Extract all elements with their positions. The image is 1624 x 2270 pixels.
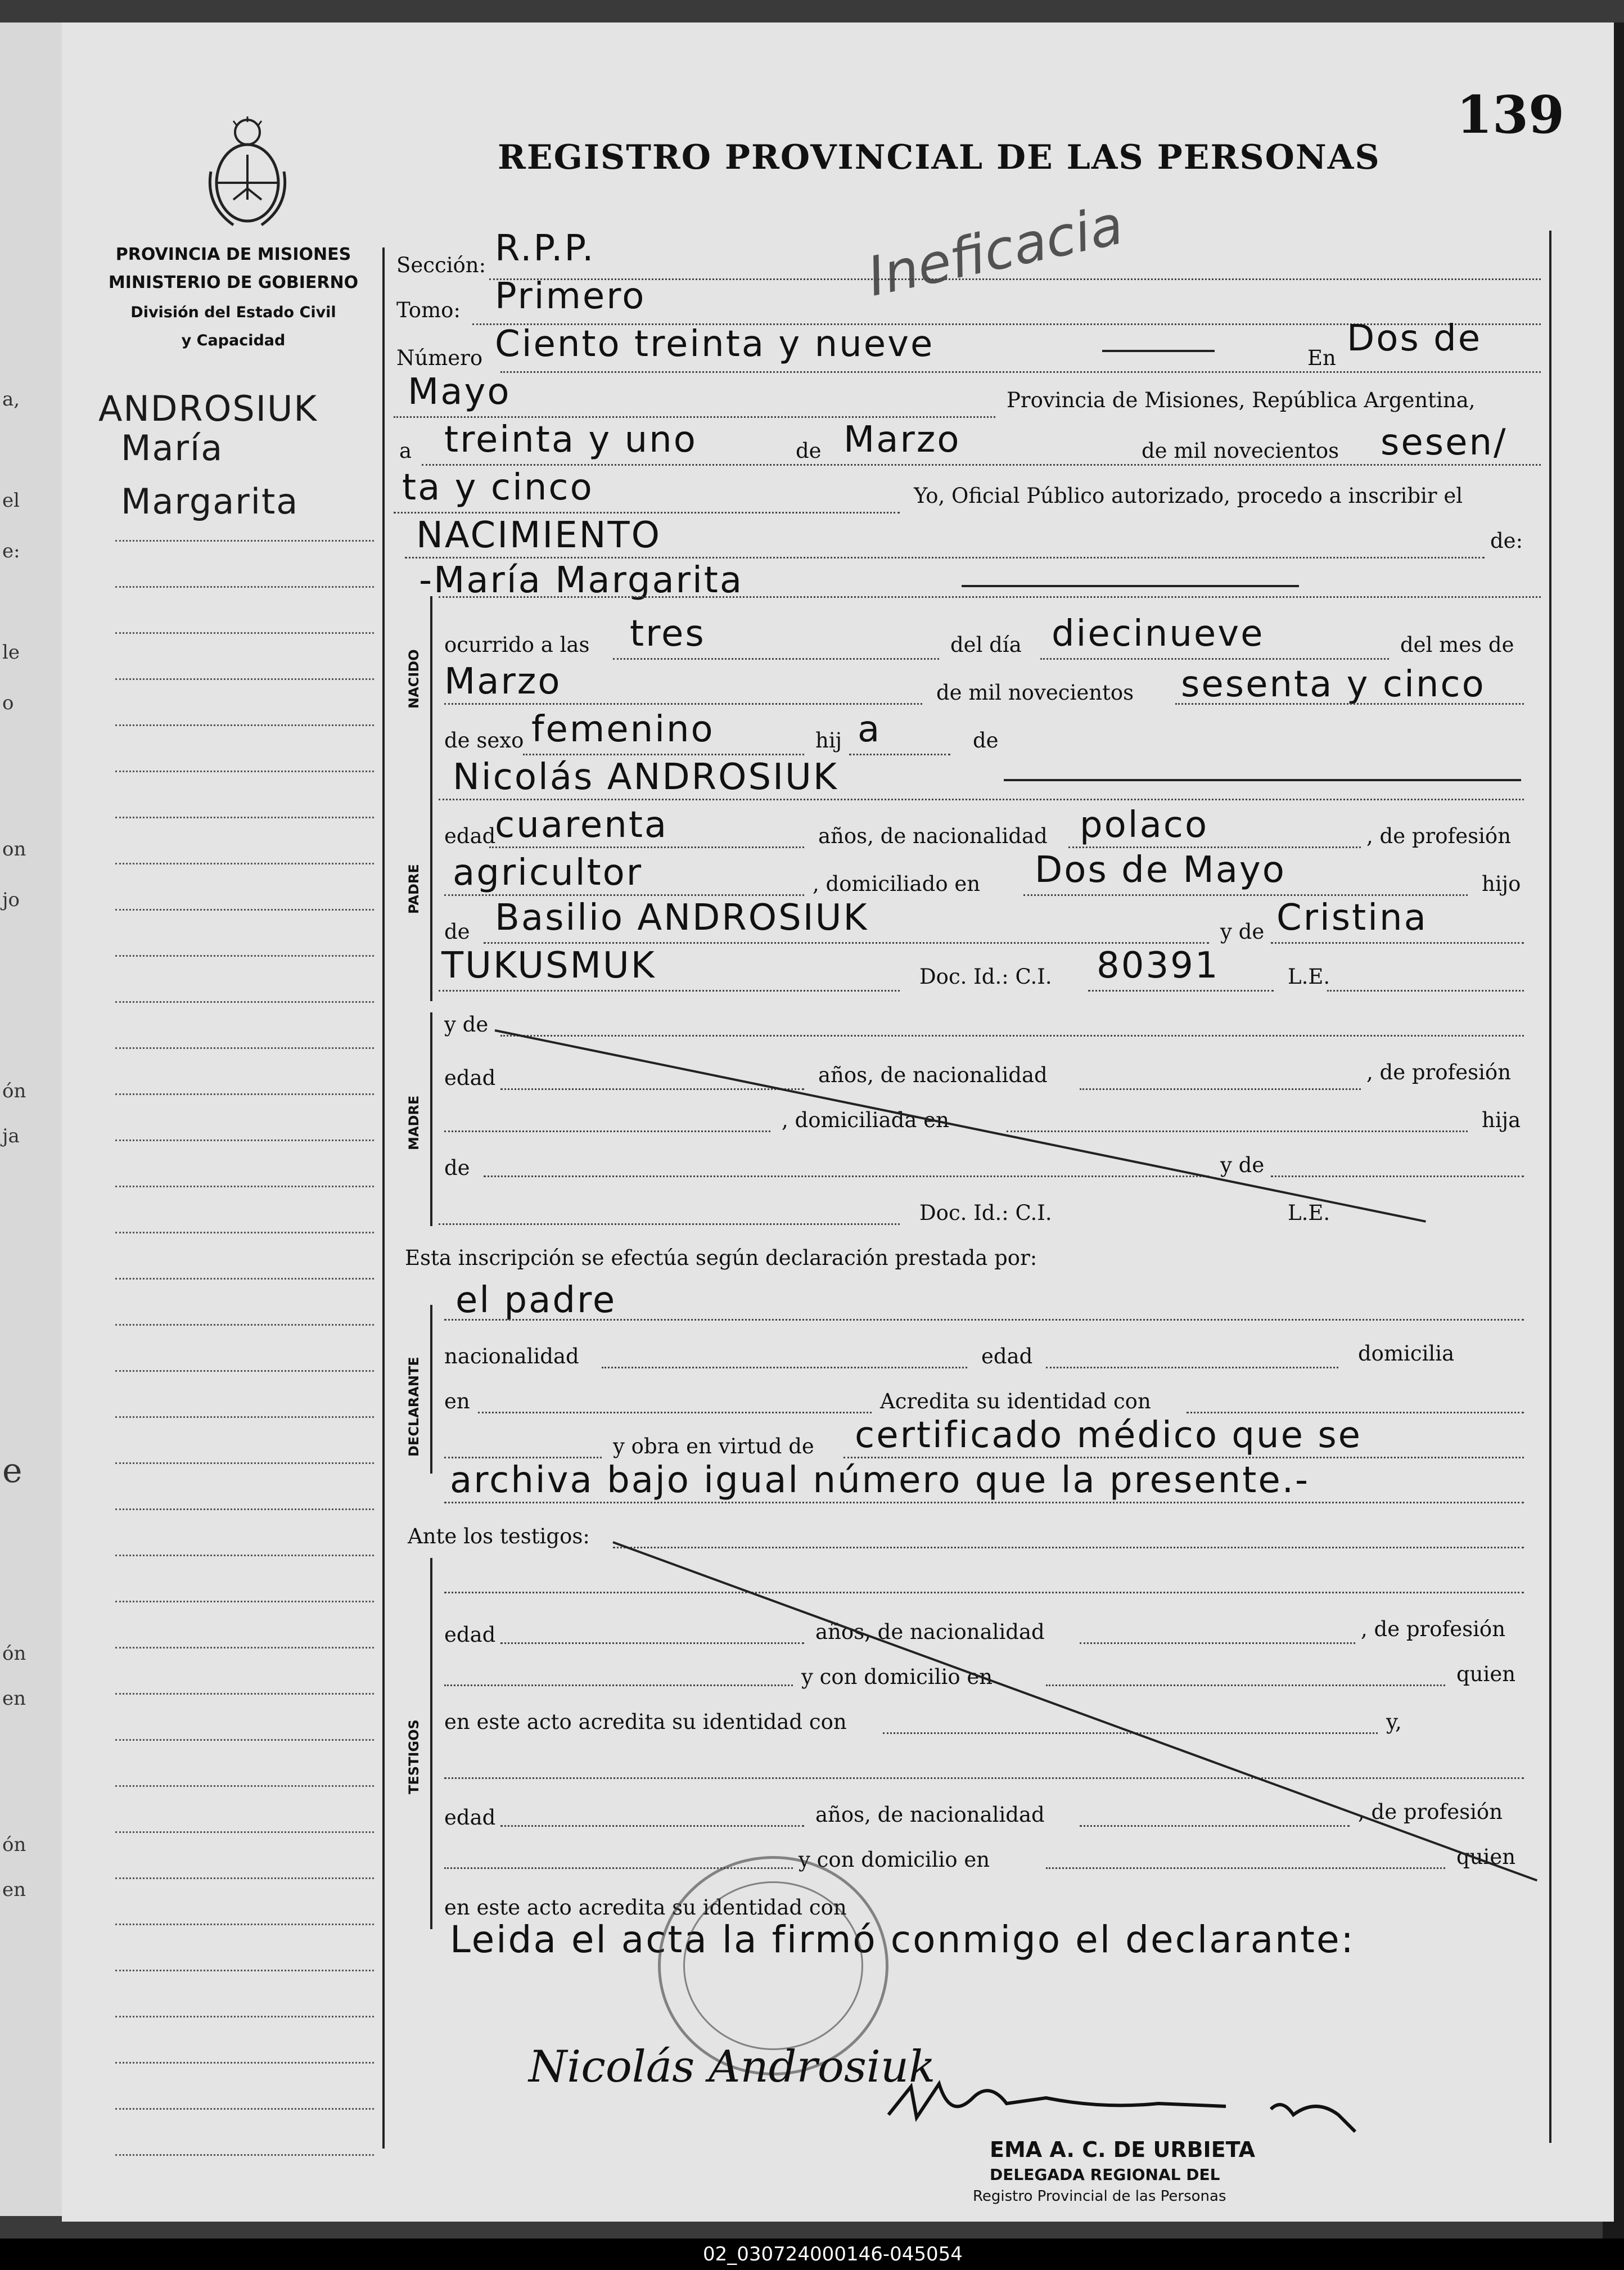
left-fragment: jo [2, 889, 20, 911]
label-le-madre: L.E. [1288, 1201, 1330, 1225]
margin-line [115, 1970, 374, 1971]
label-de-colon: de: [1490, 529, 1523, 553]
line [444, 894, 804, 896]
margin-line [115, 2154, 374, 2156]
margin-line [115, 1647, 374, 1649]
margin-line [115, 1093, 374, 1095]
margin-line [115, 1047, 374, 1049]
official-role-2: Registro Provincial de las Personas [973, 2188, 1226, 2205]
margin-line [115, 1370, 374, 1372]
line [1271, 1175, 1524, 1177]
margin-line [115, 909, 374, 911]
line [444, 1319, 1524, 1321]
margin-line [115, 1601, 374, 1602]
line [500, 1642, 804, 1644]
label-quien-t2: quien [1456, 1845, 1516, 1869]
field-mes-nac: Marzo [444, 661, 562, 702]
line [1007, 1131, 1468, 1132]
label-nacionalidad: nacionalidad [444, 1344, 579, 1368]
line [500, 371, 1541, 373]
label-oficial: Yo, Oficial Público autorizado, procedo a inscribir el [914, 484, 1463, 508]
header-capacity: y Capacidad [181, 332, 286, 349]
form-right-border [1549, 231, 1551, 2143]
margin-line [115, 540, 374, 542]
label-seccion: Sección: [396, 253, 486, 277]
line [1088, 990, 1274, 992]
line [444, 1592, 1524, 1593]
line [444, 703, 922, 705]
margin-line [115, 1232, 374, 1233]
header-division: División del Estado Civil [130, 304, 336, 321]
fill-stroke [1004, 779, 1521, 781]
field-abuela-2: TUKUSMUK [441, 945, 656, 987]
left-fragment: en [2, 1879, 26, 1901]
label-de-hij: de [973, 728, 999, 753]
label-edad-t1: edad [444, 1623, 496, 1647]
header-province: PROVINCIA DE MISIONES [115, 245, 351, 264]
handwritten-stamp: Ineficacia [862, 193, 1129, 309]
label-con-dom-t1: y con domicilio en [801, 1665, 993, 1689]
official-signature [877, 2064, 1383, 2137]
label-edad: edad [444, 824, 496, 848]
margin-line [115, 863, 374, 864]
line [1080, 1825, 1350, 1827]
label-domiciliada: , domiciliada en [782, 1108, 949, 1132]
margin-line [115, 2108, 374, 2110]
padre-bar [430, 771, 432, 1001]
page-number: 139 [1456, 84, 1565, 145]
label-hij: hij [815, 728, 842, 753]
label-de-profesion: , de profesión [1366, 824, 1512, 848]
form-left-border [382, 247, 385, 2149]
label-acredita: Acredita su identidad con [880, 1389, 1151, 1413]
coat-of-arms-icon [200, 115, 295, 233]
label-de-madre: de [444, 1156, 470, 1180]
field-dom-padre: Dos de Mayo [1035, 849, 1286, 891]
label-en: En [1307, 346, 1336, 370]
field-hij-suffix: a [858, 709, 882, 750]
field-dia-nac: diecinueve [1052, 613, 1265, 655]
label-del-dia: del día [950, 633, 1022, 657]
label-hijo: hijo [1482, 872, 1521, 896]
label-de-abuelo: de [444, 920, 470, 944]
label-obra: y obra en virtud de [613, 1434, 814, 1458]
declarant-signature [529, 2042, 935, 2092]
label-doc-id: Doc. Id.: C.I. [919, 965, 1052, 989]
label-prof-t2: , de profesión [1358, 1800, 1503, 1824]
margin-surname: ANDROSIUK [98, 388, 318, 429]
margin-line [115, 1462, 374, 1464]
header-ministry: MINISTERIO DE GOBIERNO [108, 273, 359, 292]
margin-line [115, 2062, 374, 2064]
label-y-de-madre-2: y de [1220, 1153, 1265, 1177]
margin-line [115, 1877, 374, 1879]
line [1046, 1685, 1445, 1686]
field-acto: NACIMIENTO [416, 515, 661, 556]
line [1040, 658, 1389, 660]
left-fragment: ón [2, 1834, 26, 1856]
field-anio-nac: sesenta y cinco [1181, 664, 1486, 705]
line [1327, 990, 1524, 992]
line [489, 846, 804, 848]
field-sexo: femenino [531, 709, 715, 750]
field-abuela-1: Cristina [1276, 897, 1428, 939]
official-name: EMA A. C. DE URBIETA [990, 2137, 1256, 2162]
line [444, 1502, 1524, 1503]
field-declarante: el padre [455, 1280, 617, 1321]
label-provincia: Provincia de Misiones, República Argentina, [1007, 388, 1476, 412]
left-fragment: ón [2, 1642, 26, 1665]
label-numero: Número [396, 346, 483, 370]
section-testigos: TESTIGOS [406, 1719, 422, 1794]
label-profesion-madre: , de profesión [1366, 1060, 1512, 1084]
label-domiciliado: , domiciliado en [813, 872, 981, 896]
margin-line [115, 1001, 374, 1003]
line [500, 1035, 1524, 1037]
section-declarante: DECLARANTE [406, 1357, 422, 1457]
line [500, 1825, 804, 1827]
left-fragment: on [2, 838, 26, 861]
label-edad-madre: edad [444, 1066, 496, 1090]
margin-line [115, 1739, 374, 1741]
line [439, 1223, 900, 1225]
line [613, 658, 939, 660]
line [394, 416, 995, 418]
nacido-bar [430, 596, 432, 776]
label-y-de-madre: y de [444, 1012, 489, 1037]
label-y-t1: y, [1386, 1710, 1402, 1734]
label-ocurrido: ocurrido a las [444, 633, 590, 657]
line [843, 1457, 1524, 1458]
line [405, 557, 1485, 559]
left-fragment: en [2, 1687, 26, 1710]
testigos-bar [430, 1558, 432, 1929]
line [849, 754, 950, 755]
fill-stroke [962, 585, 1299, 587]
margin-line [115, 1278, 374, 1280]
margin-line [115, 1693, 374, 1695]
fill-stroke [1102, 350, 1215, 352]
line [439, 799, 1524, 800]
label-anos-t1: años, de nacionalidad [815, 1620, 1045, 1644]
label-ante-testigos: Ante los testigos: [408, 1524, 590, 1548]
official-role: DELEGADA REGIONAL DEL [990, 2165, 1220, 2184]
field-en-2: Mayo [408, 371, 511, 413]
field-obra-1: certificado médico que se [855, 1415, 1363, 1456]
margin-line [115, 724, 374, 726]
label-acto-t1: en este acto acredita su identidad con [444, 1710, 847, 1734]
label-con-dom-t2: y con domicilio en [799, 1848, 990, 1872]
label-y-de: y de [1220, 920, 1265, 944]
section-madre: MADRE [406, 1095, 422, 1150]
line [439, 596, 1541, 598]
field-anio-1: sesen/ [1381, 422, 1508, 463]
margin-line [115, 1186, 374, 1187]
field-obra-2: archiva bajo igual número que la presente.- [450, 1460, 1310, 1501]
line [1080, 1642, 1355, 1644]
margin-line [115, 2016, 374, 2017]
line [422, 464, 1541, 466]
margin-line [115, 955, 374, 957]
margin-line [115, 771, 374, 772]
field-cierre: Leida el acta la firmó conmigo el declarante: [450, 1918, 1355, 1961]
footer-bar [0, 2239, 1624, 2270]
field-padre: Nicolás ANDROSIUK [453, 756, 838, 798]
left-fragment: ón [2, 1080, 26, 1102]
margin-line [115, 586, 374, 588]
label-a: a [399, 439, 412, 463]
margin-line [115, 678, 374, 680]
label-doc-id-madre: Doc. Id.: C.I. [919, 1201, 1052, 1225]
declarante-bar [430, 1305, 432, 1474]
left-page-edge [0, 22, 62, 2216]
left-fragment: e: [2, 540, 20, 562]
margin-second-name: Margarita [121, 481, 299, 522]
line [1068, 846, 1361, 848]
label-tomo: Tomo: [396, 298, 461, 322]
left-fragment: le [2, 641, 20, 664]
line [489, 278, 1541, 280]
margin-line [115, 1508, 374, 1510]
margin-line [115, 1831, 374, 1833]
field-anio-2: ta y cinco [402, 467, 594, 508]
label-prof-t1: , de profesión [1361, 1617, 1506, 1641]
label-en-declarante: en [444, 1389, 470, 1413]
field-ci-padre: 80391 [1097, 945, 1220, 987]
label-acto-t2: en este acto acredita su identidad con [444, 1895, 847, 1920]
line [444, 1685, 793, 1686]
line [484, 942, 1209, 944]
label-quien-t1: quien [1456, 1662, 1516, 1686]
left-fragment: e [2, 1451, 22, 1490]
madre-bar [430, 1012, 432, 1226]
footer-id: 02_030724000146-045054 [703, 2243, 963, 2266]
label-del-mes: del mes de [1400, 633, 1514, 657]
field-abuelo: Basilio ANDROSIUK [495, 897, 869, 939]
line [523, 754, 804, 755]
line [500, 1088, 804, 1090]
label-le: L.E. [1288, 965, 1330, 989]
field-nombre: -María Margarita [419, 560, 744, 601]
label-inscripcion: Esta inscripción se efectúa según declaración prestada por: [405, 1246, 1037, 1270]
margin-line [115, 632, 374, 634]
line [1046, 1867, 1445, 1869]
label-anos-t2: años, de nacionalidad [815, 1803, 1045, 1827]
field-nac-padre: polaco [1080, 804, 1209, 846]
left-fragment: ja [2, 1125, 20, 1147]
field-hora: tres [630, 613, 706, 655]
margin-line [115, 1324, 374, 1326]
label-de: de [796, 439, 822, 463]
label-de-mil-novecientos: de mil novecientos [936, 681, 1134, 705]
field-mes: Marzo [843, 419, 961, 461]
field-numero: Ciento treinta y nueve [495, 323, 935, 365]
line [1080, 1088, 1361, 1090]
line [1187, 1412, 1524, 1413]
line [394, 512, 900, 514]
label-anos-nac-madre: años, de nacionalidad [818, 1063, 1048, 1087]
margin-line [115, 1139, 374, 1141]
field-dia: treinta y uno [444, 419, 697, 461]
line [1023, 894, 1468, 896]
margin-line [115, 1416, 374, 1418]
label-domicilia: domicilia [1358, 1341, 1455, 1366]
line [1271, 942, 1524, 944]
line [444, 1777, 1524, 1779]
line [444, 1457, 602, 1458]
left-fragment: o [2, 692, 14, 714]
document-title: REGISTRO PROVINCIAL DE LAS PERSONAS [498, 138, 1381, 177]
label-hija: hija [1482, 1108, 1521, 1132]
line [1175, 703, 1524, 705]
label-edad-t2: edad [444, 1805, 496, 1830]
field-edad-padre: cuarenta [495, 804, 669, 846]
section-padre: PADRE [406, 864, 422, 914]
line [444, 1131, 770, 1132]
label-sexo: de sexo [444, 728, 524, 753]
label-anos-nac: años, de nacionalidad [818, 824, 1048, 848]
margin-line [115, 1555, 374, 1556]
section-nacido: NACIDO [406, 649, 422, 709]
field-en-1: Dos de [1347, 318, 1482, 359]
margin-line [115, 817, 374, 818]
margin-line [115, 1785, 374, 1787]
signature-text: Nicolás Androsiuk [529, 2042, 936, 2092]
line [1046, 1367, 1338, 1368]
line [439, 990, 900, 992]
left-fragment: el [2, 489, 20, 512]
line [613, 1547, 1524, 1548]
label-mil-novecientos: de mil novecientos [1142, 439, 1339, 463]
line [484, 1175, 1209, 1177]
field-prof-padre: agricultor [453, 852, 643, 894]
margin-line [115, 1924, 374, 1925]
line [602, 1367, 967, 1368]
left-fragment: a, [2, 388, 20, 411]
label-edad-declarante: edad [981, 1344, 1033, 1368]
field-seccion: R.P.P. [495, 228, 596, 269]
line [478, 1412, 872, 1413]
margin-first-name: María [121, 427, 224, 469]
field-tomo: Primero [495, 276, 646, 317]
